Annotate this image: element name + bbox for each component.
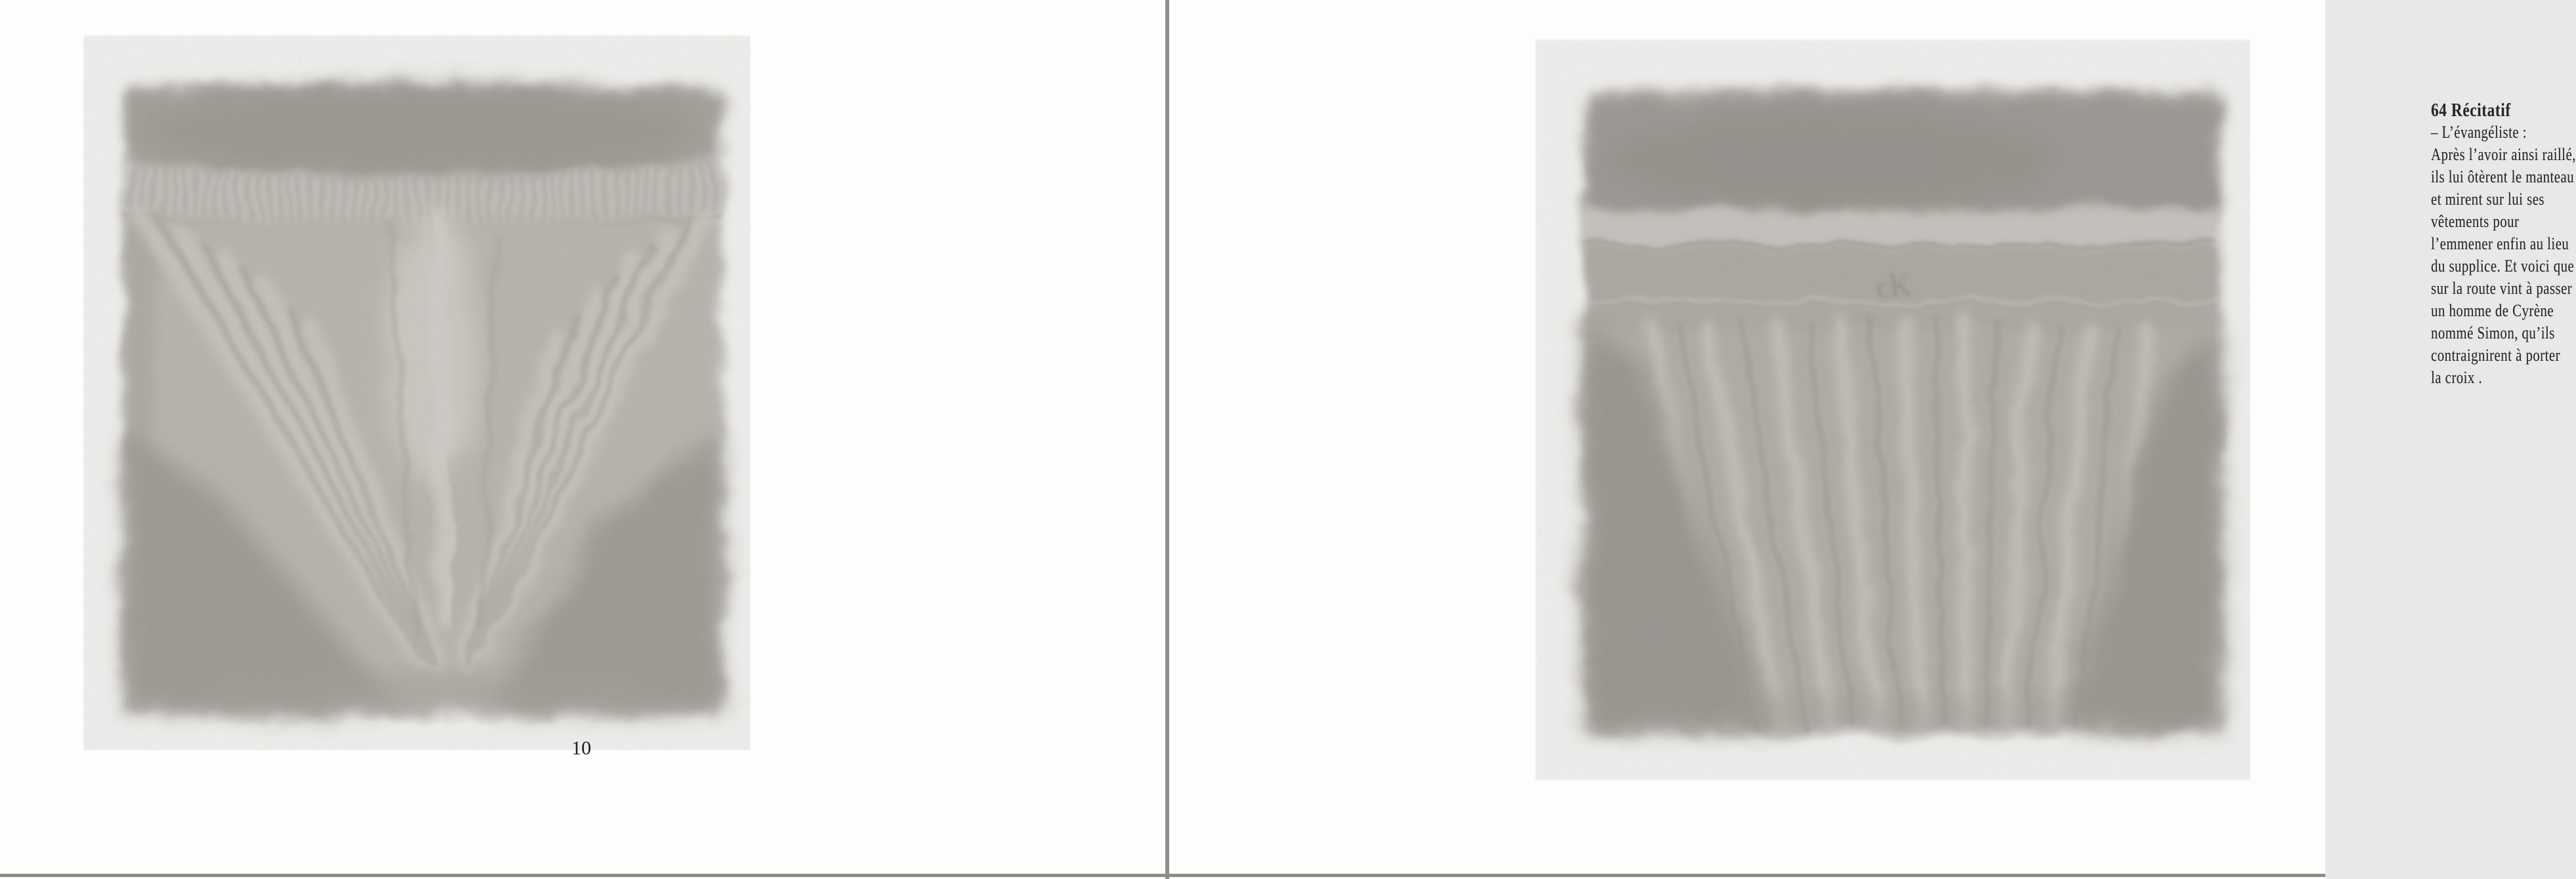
- french-line: contraignirent à porter: [2431, 346, 2561, 365]
- drawing-right-tones: [1586, 91, 2220, 729]
- french-line: un homme de Cyrène: [2431, 301, 2554, 320]
- charcoal-drawing-right: [1578, 73, 2228, 743]
- drawing-left-tones: [126, 85, 720, 711]
- french-line: et mirent sur lui ses: [2431, 190, 2545, 209]
- french-line: ils lui ôtèrent le manteau: [2431, 167, 2575, 186]
- french-line: vêtements pour: [2431, 212, 2520, 231]
- french-line: Après l’avoir ainsi raillé,: [2431, 145, 2576, 164]
- french-line: l’emmener enfin au lieu: [2431, 234, 2569, 253]
- left-page: [0, 0, 1165, 879]
- page-number: 10: [571, 737, 591, 759]
- french-speaker: – L’évangéliste :: [2431, 123, 2527, 142]
- french-line: nommé Simon, qu’ils: [2431, 323, 2555, 342]
- french-line: la croix .: [2431, 368, 2483, 387]
- charcoal-drawing-left: [118, 64, 728, 714]
- french-line: sur la route vint à passer: [2431, 279, 2573, 298]
- french-heading: 64 Récitatif: [2431, 100, 2511, 121]
- bottom-rule: [0, 874, 2325, 877]
- french-line: du supplice. Et voici que: [2431, 256, 2575, 276]
- french-text-block: [2431, 99, 2576, 389]
